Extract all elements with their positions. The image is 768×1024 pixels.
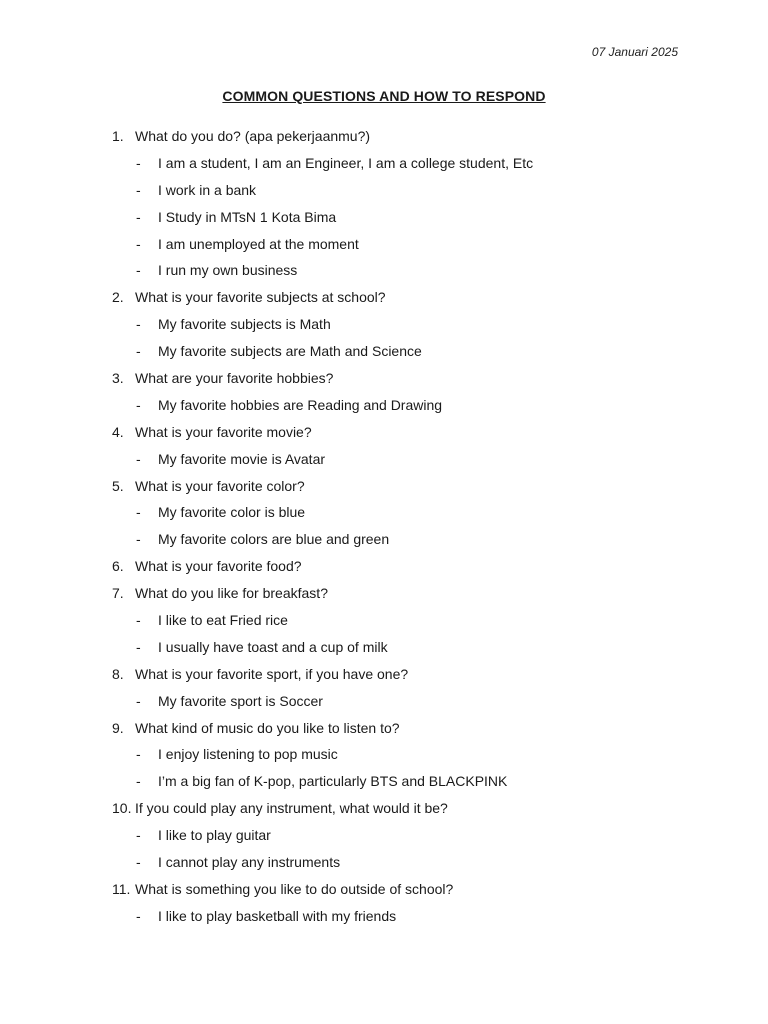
answer-item	[0, 822, 768, 849]
question-text: What is your favorite sport, if you have one?	[135, 665, 409, 682]
answer-text: My favorite movie is Avatar	[158, 450, 326, 467]
question-item	[0, 473, 768, 500]
answer-bullet: -	[136, 612, 141, 629]
question-number: 6.	[112, 558, 124, 575]
answer-item	[0, 392, 768, 419]
answer-item	[0, 849, 768, 876]
question-item	[0, 284, 768, 311]
answer-text: My favorite colors are blue and green	[158, 531, 390, 548]
answer-item	[0, 446, 768, 473]
answer-bullet: -	[136, 396, 141, 413]
answer-item	[0, 311, 768, 338]
answer-item	[0, 526, 768, 553]
answer-bullet: -	[136, 450, 141, 467]
answer-item	[0, 257, 768, 284]
question-text: What do you like for breakfast?	[135, 585, 328, 602]
question-number: 5.	[112, 477, 124, 494]
question-text: What is your favorite movie?	[135, 423, 312, 440]
answer-item	[0, 204, 768, 231]
answer-bullet: -	[136, 181, 141, 198]
question-text: What is your favorite food?	[135, 558, 302, 575]
question-number: 1.	[112, 128, 124, 144]
answer-item	[0, 177, 768, 204]
answer-bullet: -	[136, 316, 141, 333]
answer-text: My favorite color is blue	[158, 504, 306, 521]
answer-text: I usually have toast and a cup of milk	[158, 638, 388, 655]
question-number: 2.	[112, 289, 124, 306]
answer-text: I cannot play any instruments	[158, 854, 341, 871]
answer-bullet: -	[136, 208, 141, 225]
answer-item	[0, 903, 768, 930]
document-date: 07 Januari 2025	[591, 45, 678, 59]
answer-text: I like to play basketball with my friends	[158, 907, 397, 924]
answer-item	[0, 634, 768, 661]
question-item	[0, 123, 768, 150]
answer-bullet: -	[136, 827, 141, 844]
question-text: What kind of music do you like to listen to?	[135, 719, 400, 736]
answer-text: I Study in MTsN 1 Kota Bima	[158, 208, 337, 225]
document-title: COMMON QUESTIONS AND HOW TO RESPOND	[222, 88, 546, 104]
answer-text: I am unemployed at the moment	[158, 235, 359, 252]
answer-item	[0, 768, 768, 795]
answer-bullet: -	[136, 692, 141, 709]
answer-bullet: -	[136, 504, 141, 521]
answer-item	[0, 150, 768, 177]
question-item	[0, 580, 768, 607]
answer-item	[0, 688, 768, 715]
answer-text: I like to eat Fried rice	[158, 612, 288, 629]
question-number: 9.	[112, 719, 124, 736]
answer-bullet: -	[136, 746, 141, 763]
answer-bullet: -	[136, 638, 141, 655]
question-text: What do you do? (apa pekerjaanmu?)	[135, 128, 371, 144]
answer-text: My favorite subjects are Math and Science	[158, 343, 422, 360]
question-list	[0, 123, 768, 930]
answer-text: I am a student, I am an Engineer, I am a college student, Etc	[158, 154, 534, 171]
answer-text: My favorite subjects is Math	[158, 316, 331, 333]
answer-item	[0, 741, 768, 768]
answer-text: I like to play guitar	[158, 827, 271, 844]
answer-bullet: -	[136, 235, 141, 252]
question-number: 7.	[112, 585, 124, 602]
question-text: What is your favorite subjects at school?	[135, 289, 386, 306]
question-item	[0, 419, 768, 446]
question-number: 11.	[112, 880, 131, 897]
answer-bullet: -	[136, 262, 141, 279]
question-number: 3.	[112, 370, 124, 387]
answer-bullet: -	[136, 343, 141, 360]
answer-text: I work in a bank	[158, 181, 257, 198]
answer-text: I run my own business	[158, 262, 298, 279]
question-item	[0, 661, 768, 688]
question-item	[0, 715, 768, 742]
answer-bullet: -	[136, 773, 141, 790]
answer-bullet: -	[136, 531, 141, 548]
answer-item	[0, 499, 768, 526]
answer-text: I’m a big fan of K-pop, particularly BTS and BLACKPINK	[158, 773, 508, 790]
question-item	[0, 365, 768, 392]
answer-bullet: -	[136, 154, 141, 171]
answer-item	[0, 231, 768, 258]
answer-text: My favorite hobbies are Reading and Drawing	[158, 396, 443, 413]
question-number: 4.	[112, 423, 124, 440]
answer-bullet: -	[136, 854, 141, 871]
question-item	[0, 553, 768, 580]
question-item	[0, 795, 768, 822]
question-text: What is something you like to do outside of school?	[135, 880, 454, 897]
answer-bullet: -	[136, 907, 141, 924]
question-text: What are your favorite hobbies?	[135, 370, 334, 387]
answer-text: My favorite sport is Soccer	[158, 692, 323, 709]
question-number: 8.	[112, 665, 124, 682]
question-number: 10.	[112, 800, 132, 817]
question-text: What is your favorite color?	[135, 477, 305, 494]
question-text: If you could play any instrument, what would it be?	[135, 800, 448, 817]
question-item	[0, 876, 768, 903]
answer-item	[0, 338, 768, 365]
answer-text: I enjoy listening to pop music	[158, 746, 338, 763]
answer-item	[0, 607, 768, 634]
